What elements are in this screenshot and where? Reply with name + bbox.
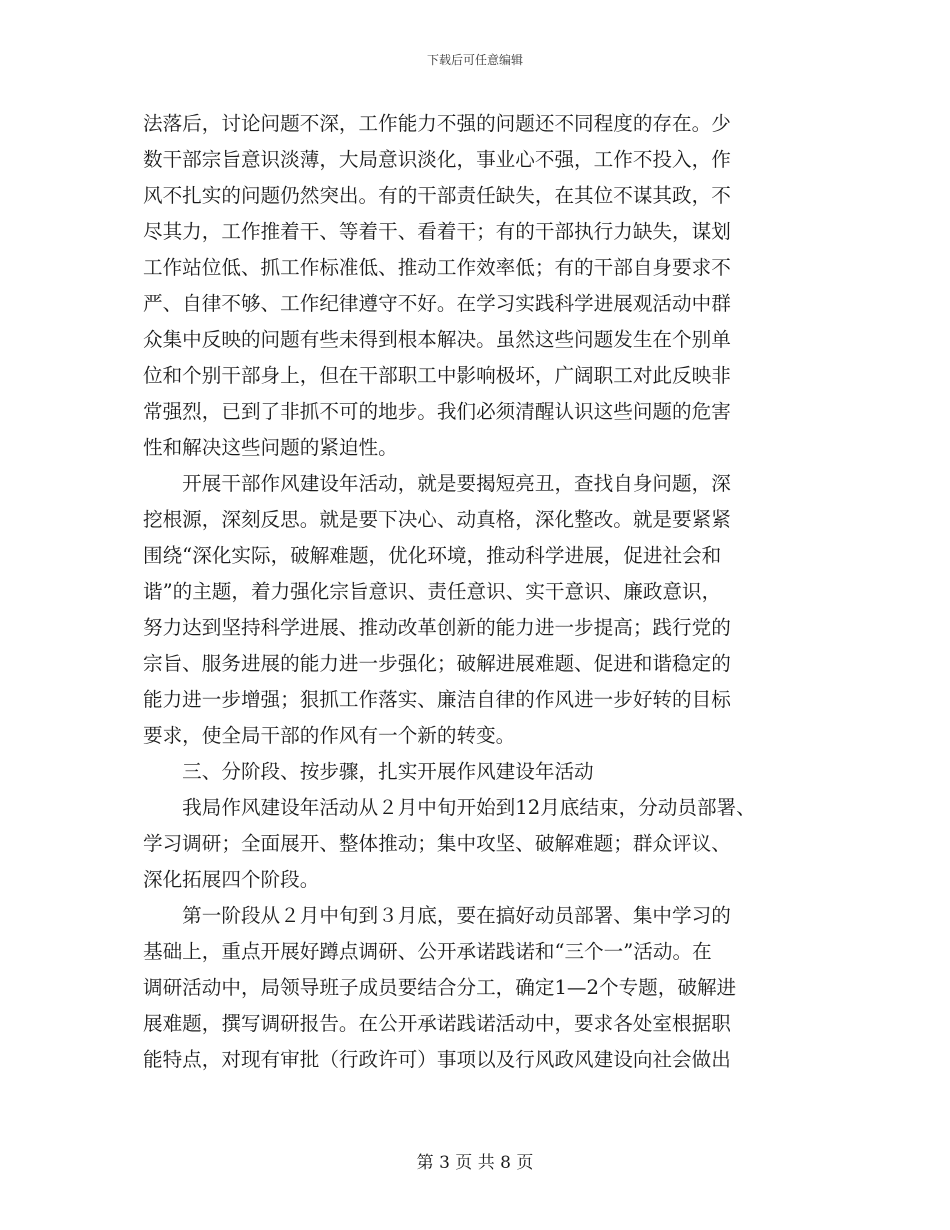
- page-number: 第 3 页 共 8 页: [416, 1153, 534, 1173]
- text-line: 展难题，撰写调研报告。在公开承诺践诺活动中，要求各处室根据职: [143, 1012, 731, 1035]
- text-line: 风不扎实的问题仍然突出。有的干部责任缺失，在其位不谋其政，不: [143, 184, 731, 207]
- text-line: 开展干部作风建设年活动，就是要揭短亮丑，查找自身问题，深: [143, 472, 731, 495]
- text-line: 学习调研；全面展开、整体推动；集中攻坚、破解难题；群众评议、: [143, 832, 731, 855]
- body-text: [143, 106, 813, 1078]
- text-line: 挖根源，深刻反思。就是要下决心、动真格，深化整改。就是要紧紧: [143, 508, 731, 531]
- text-line: 尽其力，工作推着干、等着干、看着干；有的干部执行力缺失，谋划: [143, 220, 731, 243]
- text-line: 努力达到坚持科学进展、推动改革创新的能力进一步提高；践行党的: [143, 616, 731, 639]
- text-line: 法落后，讨论问题不深，工作能力不强的问题还不同程度的存在。少: [143, 112, 731, 135]
- text-line: 性和解决这些问题的紧迫性。: [143, 436, 398, 459]
- text-line: 能特点，对现有审批（行政许可）事项以及行风政风建设向社会做出: [143, 1048, 731, 1071]
- page-header: 下载后可任意编辑: [426, 53, 523, 67]
- text-line: 我局作风建设年活动从２月中旬开始到12月底结束，分动员部署、: [143, 796, 756, 819]
- text-line: 众集中反映的问题有些未得到根本解决。虽然这些问题发生在个别单: [143, 328, 731, 351]
- text-line: 数干部宗旨意识淡薄，大局意识淡化，事业心不强，工作不投入，作: [143, 148, 731, 171]
- text-line: 深化拓展四个阶段。: [143, 868, 320, 891]
- text-line: 调研活动中，局领导班子成员要结合分工，确定1—2个专题，破解进: [143, 976, 737, 999]
- section-heading: 三、分阶段、按步骤，扎实开展作风建设年活动: [143, 760, 594, 783]
- text-line: 第一阶段从２月中旬到３月底，要在搞好动员部署、集中学习的: [143, 904, 731, 927]
- text-line: 谐”的主题，着力强化宗旨意识、责任意识、实干意识、廉政意识，: [143, 580, 722, 603]
- text-line: 宗旨、服务进展的能力进一步强化；破解进展难题、促进和谐稳定的: [143, 652, 731, 675]
- text-line: 严、自律不够、工作纪律遵守不好。在学习实践科学进展观活动中群: [143, 292, 731, 315]
- text-line: 围绕“深化实际，破解难题，优化环境，推动科学进展，促进社会和: [143, 544, 722, 567]
- text-line: 常强烈，已到了非抓不可的地步。我们必须清醒认识这些问题的危害: [143, 400, 731, 423]
- text-line: 能力进一步增强；狠抓工作落实、廉洁自律的作风进一步好转的目标: [143, 688, 731, 711]
- text-line: 要求，使全局干部的作风有一个新的转变。: [143, 724, 516, 747]
- text-line: 工作站位低、抓工作标准低、推动工作效率低；有的干部自身要求不: [143, 256, 731, 279]
- text-line: 基础上，重点开展好蹲点调研、公开承诺践诺和“三个一”活动。在: [143, 940, 712, 963]
- text-line: 位和个别干部身上，但在干部职工中影响极坏，广阔职工对此反映非: [143, 364, 731, 387]
